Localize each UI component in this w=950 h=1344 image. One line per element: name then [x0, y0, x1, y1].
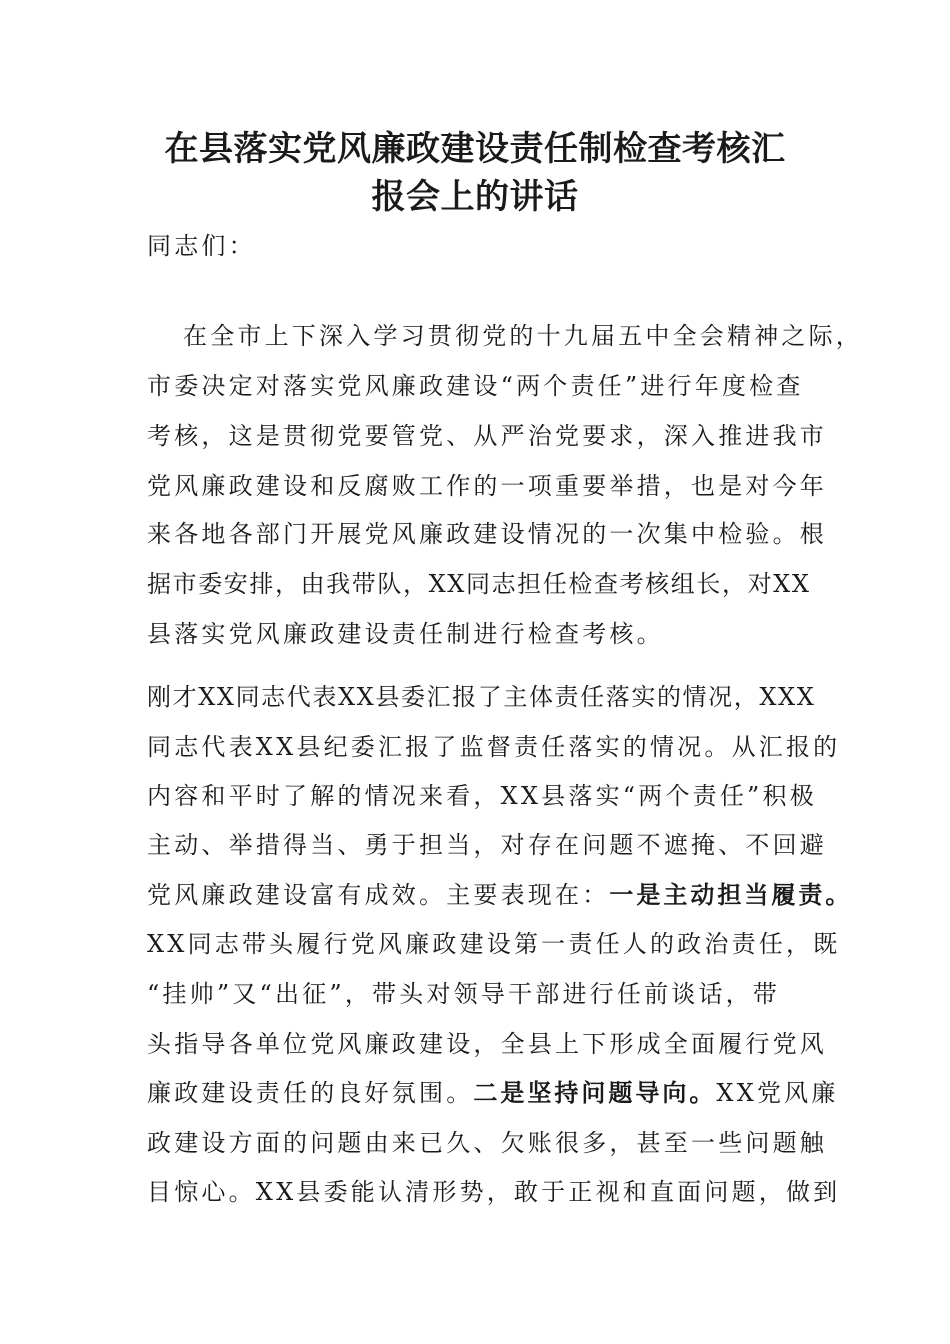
paragraph-line: 政建设方面的问题由来已久、欠账很多，甚至一些问题触 — [147, 1129, 827, 1157]
line-text: 党风廉政建设富有成效。主要表现在： — [147, 881, 610, 909]
paragraph-line: 主动、举措得当、勇于担当，对存在问题不遮掩、不回避 — [147, 831, 827, 859]
paragraph-line: 同志代表XX县纪委汇报了监督责任落实的情况。从汇报的 — [147, 733, 841, 761]
line-text-tail: XX党风廉 — [716, 1079, 839, 1107]
paragraph-line — [147, 1079, 837, 1107]
paragraph-line: 来各地各部门开展党风廉政建设情况的一次集中检验。根 — [147, 520, 827, 548]
document-title-line-1: 在县落实党风廉政建设责任制检查考核汇 — [164, 129, 786, 169]
paragraph-line — [147, 880, 853, 909]
salutation: 同志们： — [147, 232, 256, 260]
emphasis-point-1: 一是主动担当履责。 — [609, 880, 853, 909]
paragraph-line: XX同志带头履行党风廉政建设第一责任人的政治责任，既 — [147, 930, 841, 958]
paragraph-line: 目惊心。XX县委能认清形势，敢于正视和直面问题，做到 — [147, 1178, 841, 1206]
paragraph-line: 考核，这是贯彻党要管党、从严治党要求，深入推进我市 — [147, 422, 827, 450]
paragraph-line: 在全市上下深入学习贯彻党的十九届五中全会精神之际， — [183, 322, 863, 350]
emphasis-point-2: 二是坚持问题导向。 — [473, 1078, 717, 1107]
line-text: 廉政建设责任的良好氛围。 — [147, 1079, 474, 1107]
paragraph-line: 内容和平时了解的情况来看，XX县落实“两个责任”积极 — [147, 782, 817, 810]
paragraph-line: 市委决定对落实党风廉政建设“两个责任”进行年度检查 — [147, 372, 804, 400]
paragraph-line: 据市委安排，由我带队，XX同志担任检查考核组长，对XX — [147, 570, 811, 598]
paragraph-line: 头指导各单位党风廉政建设，全县上下形成全面履行党风 — [147, 1030, 827, 1058]
paragraph-line: “挂帅”又“出征”，带头对领导干部进行任前谈话，带 — [147, 980, 781, 1008]
paragraph-line: 刚才XX同志代表XX县委汇报了主体责任落实的情况，XXX — [147, 683, 816, 711]
document-title-line-2: 报会上的讲话 — [371, 177, 579, 217]
paragraph-line: 党风廉政建设和反腐败工作的一项重要举措，也是对今年 — [147, 472, 827, 500]
paragraph-line: 县落实党风廉政建设责任制进行检查考核。 — [147, 620, 664, 648]
